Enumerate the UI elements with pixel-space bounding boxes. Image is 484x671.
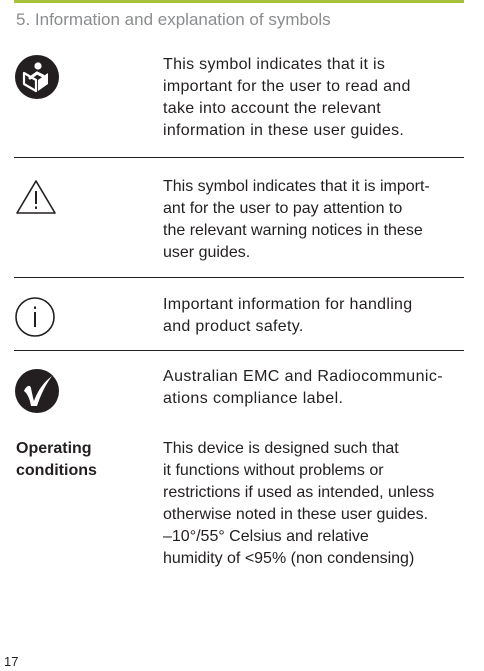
symbol-description: This symbol indicates that it is important for the user to read and take into account the relevant information in these user guides. [163,56,411,139]
page-number: 17 [4,654,19,669]
info-circle-icon [14,296,56,343]
operating-conditions-label: Operating conditions [16,440,97,479]
top-accent-rule [14,0,464,3]
row-divider [14,350,464,351]
symbol-description: Australian EMC and Radiocommunic- ations compliance label. [163,368,443,407]
warning-triangle-icon [14,178,58,221]
row-divider [14,157,464,158]
symbol-description: This symbol indicates that it is import- ant for the user to pay attention to the relevant warning notices in these user guides. [163,178,430,261]
section-title: 5. Information and explanation of symbols [16,10,331,29]
rcm-compliance-mark-icon [14,368,60,419]
operating-conditions-text: This device is designed such that it functions without problems or restrictions if used as intended, unless otherwise noted in these user guides. –10°/55° Celsius and relative humidity of <95% (non condensing) [163,440,435,567]
row-divider [14,277,464,278]
read-manual-icon [14,54,60,105]
symbol-description: Important information for handling and product safety. [163,296,413,335]
